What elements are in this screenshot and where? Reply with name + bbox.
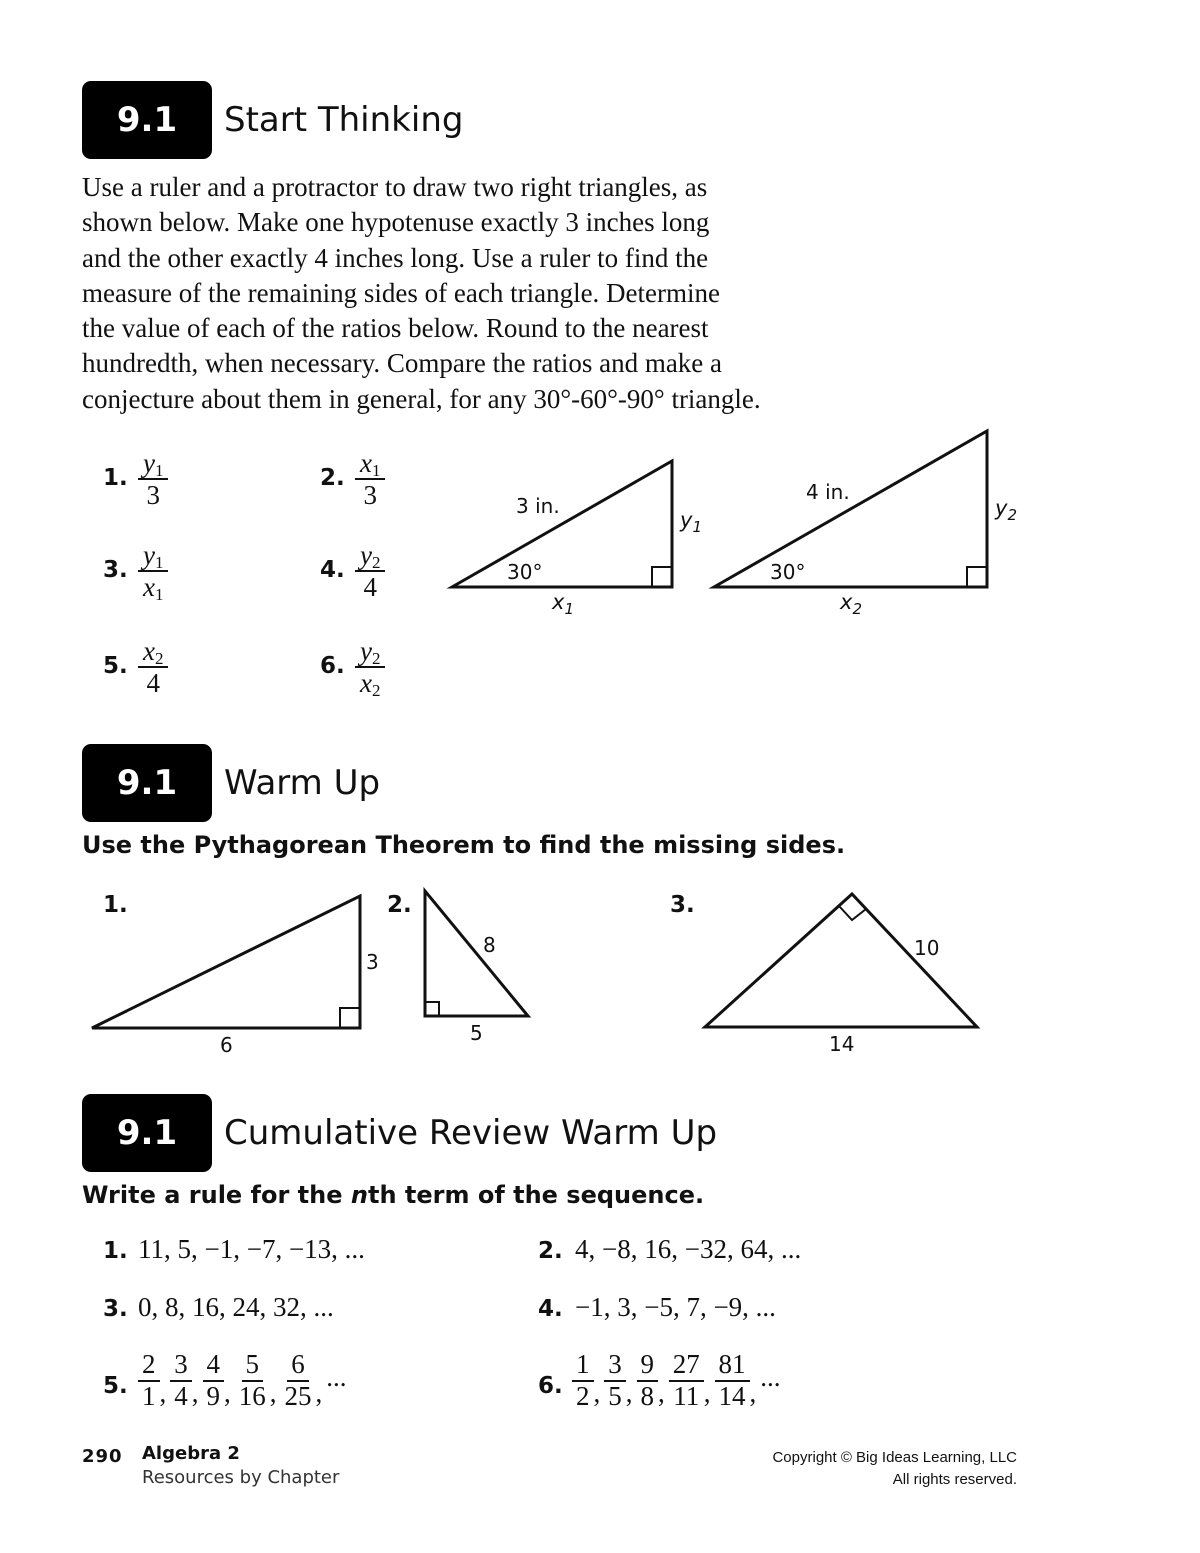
book-title: Algebra 2 <box>142 1443 240 1464</box>
section-title-start: Start Thinking <box>224 100 464 140</box>
intro-line: and the other exactly 4 inches long. Use a ruler to find the <box>82 242 709 273</box>
ratio-top-sub: 2 <box>154 649 164 668</box>
leg-label: $y_1$ <box>680 508 702 536</box>
section-badge-warm: 9.1 <box>82 744 212 822</box>
hypotenuse-label: 3 in. <box>516 494 560 518</box>
ratio-number: 1. <box>103 465 128 491</box>
sequence-text: 4, −8, 16, −32, 64, ... <box>575 1234 802 1264</box>
intro-line: measure of the remaining sides of each triangle. Determine <box>82 277 720 308</box>
ratio-top-sub: 2 <box>371 649 381 668</box>
triangle-4in <box>714 431 1017 618</box>
triangle-outline <box>425 891 528 1016</box>
ratio-number: 6. <box>320 653 345 679</box>
sequence-fraction: 27 11 <box>669 1350 704 1411</box>
ratio-bottom: 3 <box>363 480 377 511</box>
ratio-number: 3. <box>103 557 128 583</box>
right-angle-mark <box>340 1008 360 1028</box>
sequence-ellipsis: ... <box>760 1362 781 1393</box>
sequence-text: 0, 8, 16, 24, 32, ... <box>138 1292 334 1322</box>
ratio-bottom: x <box>143 572 155 603</box>
fraction-sequence: 1 2 , 3 5 , 9 8 , 27 11 , 81 14 , ... <box>572 1350 785 1411</box>
page-number: 290 <box>82 1446 123 1467</box>
ratio-top: x <box>360 448 372 478</box>
sequence-number: 4. <box>538 1296 563 1322</box>
sequence-fraction: 3 4 <box>170 1350 192 1411</box>
ratio-top-sub: 2 <box>371 553 381 572</box>
review-instruction: Write a rule for the nth term of the sequence. <box>82 1181 705 1209</box>
sequence-number: 6. <box>538 1373 563 1399</box>
copyright-notice <box>772 1447 1017 1491</box>
ratio-number: 2. <box>320 465 345 491</box>
intro-line: Use a ruler and a protractor to draw two right triangles, as <box>82 172 708 202</box>
ratio-top: x <box>143 636 155 666</box>
right-angle-mark <box>839 906 866 920</box>
warm-problem-number: 3. <box>670 892 695 918</box>
ratio-number: 4. <box>320 557 345 583</box>
triangle-outline <box>714 431 987 587</box>
right-angle-mark <box>425 1002 439 1016</box>
fraction-sequence: 2 1 , 3 4 , 4 9 , 5 16 , 6 25 , ... <box>138 1350 351 1411</box>
ratio-top-sub: 1 <box>154 553 164 572</box>
sequence-text: −1, 3, −5, 7, −9, ... <box>575 1292 776 1322</box>
sequence-fraction: 81 14 <box>715 1350 750 1411</box>
ratio-top-sub: 1 <box>371 461 381 480</box>
angle-label: 30° <box>507 560 543 584</box>
ratio-top: y <box>143 540 155 570</box>
right-angle-mark <box>652 567 672 587</box>
base-label: $x_1$ <box>552 590 574 618</box>
rights-line: All rights reserved. <box>892 1471 1017 1488</box>
side-label: 6 <box>220 1033 233 1057</box>
ratio-bottom: 4 <box>363 572 377 603</box>
ratio-top-sub: 1 <box>154 461 164 480</box>
sequence-number: 3. <box>103 1296 128 1322</box>
triangle-outline <box>92 896 360 1028</box>
ratio-top: y <box>143 448 155 478</box>
sequence-number: 2. <box>538 1238 563 1264</box>
triangle-3in <box>452 461 702 618</box>
ratio-bottom-sub: 2 <box>371 681 381 701</box>
sequence-number: 1. <box>103 1238 128 1264</box>
ratio-bottom: 3 <box>146 480 160 511</box>
sequence-fraction: 9 8 <box>637 1350 659 1411</box>
intro-line: the value of each of the ratios below. Round to the nearest <box>82 313 709 344</box>
book-subtitle: Resources by Chapter <box>142 1467 340 1488</box>
sequence-fraction: 1 2 <box>572 1350 594 1411</box>
triangle-outline <box>452 461 672 587</box>
warm-problem-number: 1. <box>103 892 128 918</box>
intro-line: conjecture about them in general, for any 30°-60°-90° triangle. <box>82 383 761 414</box>
ratio-bottom: 4 <box>146 668 160 699</box>
right-angle-mark <box>967 567 987 587</box>
sequence-fraction: 2 1 <box>138 1350 160 1411</box>
side-label: 8 <box>483 933 496 957</box>
warm-triangle-2 <box>425 891 528 1045</box>
sequence-fraction: 3 5 <box>604 1350 626 1411</box>
ratio-bottom-sub: 1 <box>154 585 164 605</box>
hypotenuse-label: 4 in. <box>806 480 850 504</box>
side-label: 14 <box>829 1032 855 1056</box>
sequence-number: 5. <box>103 1373 128 1399</box>
side-label: 3 <box>366 950 379 974</box>
sequence-fraction: 5 16 <box>238 1349 266 1411</box>
intro-line: shown below. Make one hypotenuse exactly 3 inches long <box>82 207 710 238</box>
base-label: $x_2$ <box>840 590 862 618</box>
section-badge-review: 9.1 <box>82 1094 212 1172</box>
section-badge-start: 9.1 <box>82 81 212 159</box>
sequence-ellipsis: ... <box>326 1362 347 1393</box>
sequence-text: 11, 5, −1, −7, −13, ... <box>138 1234 365 1264</box>
warm-instruction: Use the Pythagorean Theorem to find the missing sides. <box>82 831 846 859</box>
copyright-line: Copyright © Big Ideas Learning, LLC <box>772 1449 1017 1466</box>
triangle-outline <box>705 894 977 1027</box>
section-title-review: Cumulative Review Warm Up <box>224 1113 718 1153</box>
sequence-fraction: 4 9 <box>203 1350 225 1411</box>
angle-label: 30° <box>770 560 806 584</box>
ratio-top: y <box>360 540 372 570</box>
section-title-warm: Warm Up <box>224 763 381 803</box>
warm-triangle-1 <box>92 896 379 1057</box>
warm-problem-number: 2. <box>387 892 412 918</box>
warm-triangle-3 <box>705 894 977 1056</box>
side-label: 10 <box>914 936 940 960</box>
sequence-fraction: 6 25 <box>284 1349 312 1411</box>
ratio-bottom: x <box>360 668 372 699</box>
ratio-number: 5. <box>103 653 128 679</box>
leg-label: $y_2$ <box>995 496 1017 524</box>
intro-line: hundredth, when necessary. Compare the ratios and make a <box>82 348 723 379</box>
ratio-top: y <box>360 636 372 666</box>
side-label: 5 <box>470 1021 483 1045</box>
